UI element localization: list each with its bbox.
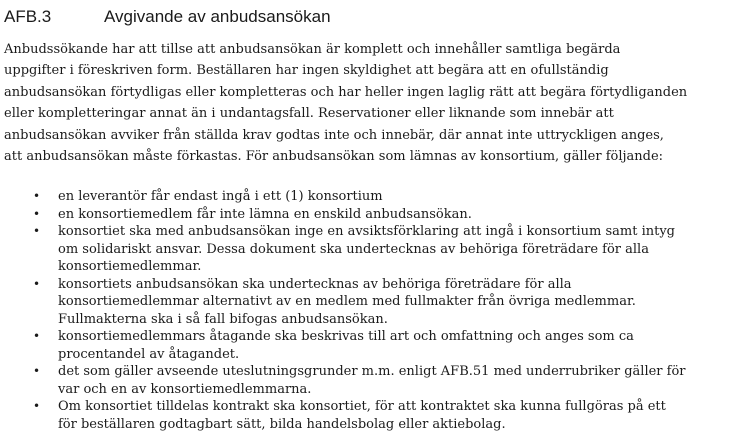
section-title: Avgivande av anbudsansökan bbox=[104, 7, 331, 26]
list-item bbox=[0, 206, 736, 224]
bullet-icon: • bbox=[33, 206, 41, 221]
list-item bbox=[0, 363, 736, 398]
intro-line: att anbudsansökan måste förkastas. För anbudsansökan som lämnas av konsortium, gäller följande: bbox=[4, 149, 664, 165]
list-item-line: konsortiemedlemmar. bbox=[58, 259, 202, 274]
list-item bbox=[0, 328, 736, 363]
bullet-icon: • bbox=[33, 224, 41, 238]
list-item-line: en leverantör får endast ingå i ett (1) konsortium bbox=[58, 189, 383, 204]
list-item bbox=[0, 276, 736, 329]
intro-paragraph bbox=[4, 39, 734, 167]
list-item bbox=[0, 398, 736, 433]
condition-list bbox=[0, 188, 736, 433]
list-item-line: för beställaren godtagbart sätt, bilda handelsbolag eller aktiebolag. bbox=[58, 416, 506, 432]
bullet-icon: • bbox=[33, 276, 41, 291]
bullet-icon: • bbox=[33, 189, 41, 203]
list-item-line: procentandel av åtagandet. bbox=[58, 346, 240, 362]
list-item-line: en konsortiemedlem får inte lämna en enskild anbudsansökan. bbox=[58, 206, 472, 222]
list-item bbox=[0, 223, 736, 276]
bullet-icon: • bbox=[33, 329, 41, 343]
intro-line: Anbudssökande har att tillse att anbudsansökan är komplett och innehåller samtliga begärda bbox=[4, 42, 621, 57]
list-item-line: konsortiemedlemmar alternativt av en medlem med fullmakter från övriga medlemmar. bbox=[58, 294, 636, 309]
list-item-line: konsortiets anbudsansökan ska undertecknas av behöriga företrädare för alla bbox=[58, 276, 572, 292]
section-code: AFB.3 bbox=[4, 7, 52, 26]
bullet-icon: • bbox=[33, 364, 41, 378]
list-item-line: Om konsortiet tilldelas kontrakt ska konsortiet, för att kontraktet ska kunna fullgöras på ett bbox=[58, 399, 666, 414]
intro-line: anbudsansökan avviker från ställda krav godtas inte och innebär, där annat inte uttryckligen anges, bbox=[4, 127, 664, 143]
list-item-line: Fullmakterna ska i så fall bifogas anbudsansökan. bbox=[58, 311, 388, 327]
list-item-line: konsortiet ska med anbudsansökan inge en avsiktsförklaring att ingå i konsortium samt intyg bbox=[58, 224, 675, 239]
list-item-line: konsortiemedlemmars åtagande ska beskrivas till art och omfattning och anges som ca bbox=[58, 329, 634, 344]
list-item-line: det som gäller avseende uteslutningsgrunder m.m. enligt AFB.51 med underrubriker gäller för bbox=[58, 364, 686, 379]
list-item-line: om solidariskt ansvar. Dessa dokument ska undertecknas av behöriga företrädare för alla bbox=[58, 241, 649, 257]
intro-line: anbudsansökan förtydligas eller kompletteras och har heller ingen laglig rätt att begära förtydliganden bbox=[4, 84, 688, 100]
intro-line: uppgifter i föreskriven form. Beställaren har ingen skyldighet att begära att en ofullständig bbox=[4, 63, 609, 79]
list-item bbox=[0, 188, 736, 206]
section-heading bbox=[4, 6, 331, 28]
bullet-icon: • bbox=[33, 399, 41, 413]
intro-line: eller kompletteringar annat än i undantagsfall. Reservationer eller liknande som innebär att bbox=[4, 106, 614, 122]
list-item-line: var och en av konsortiemedlemmarna. bbox=[58, 381, 312, 397]
